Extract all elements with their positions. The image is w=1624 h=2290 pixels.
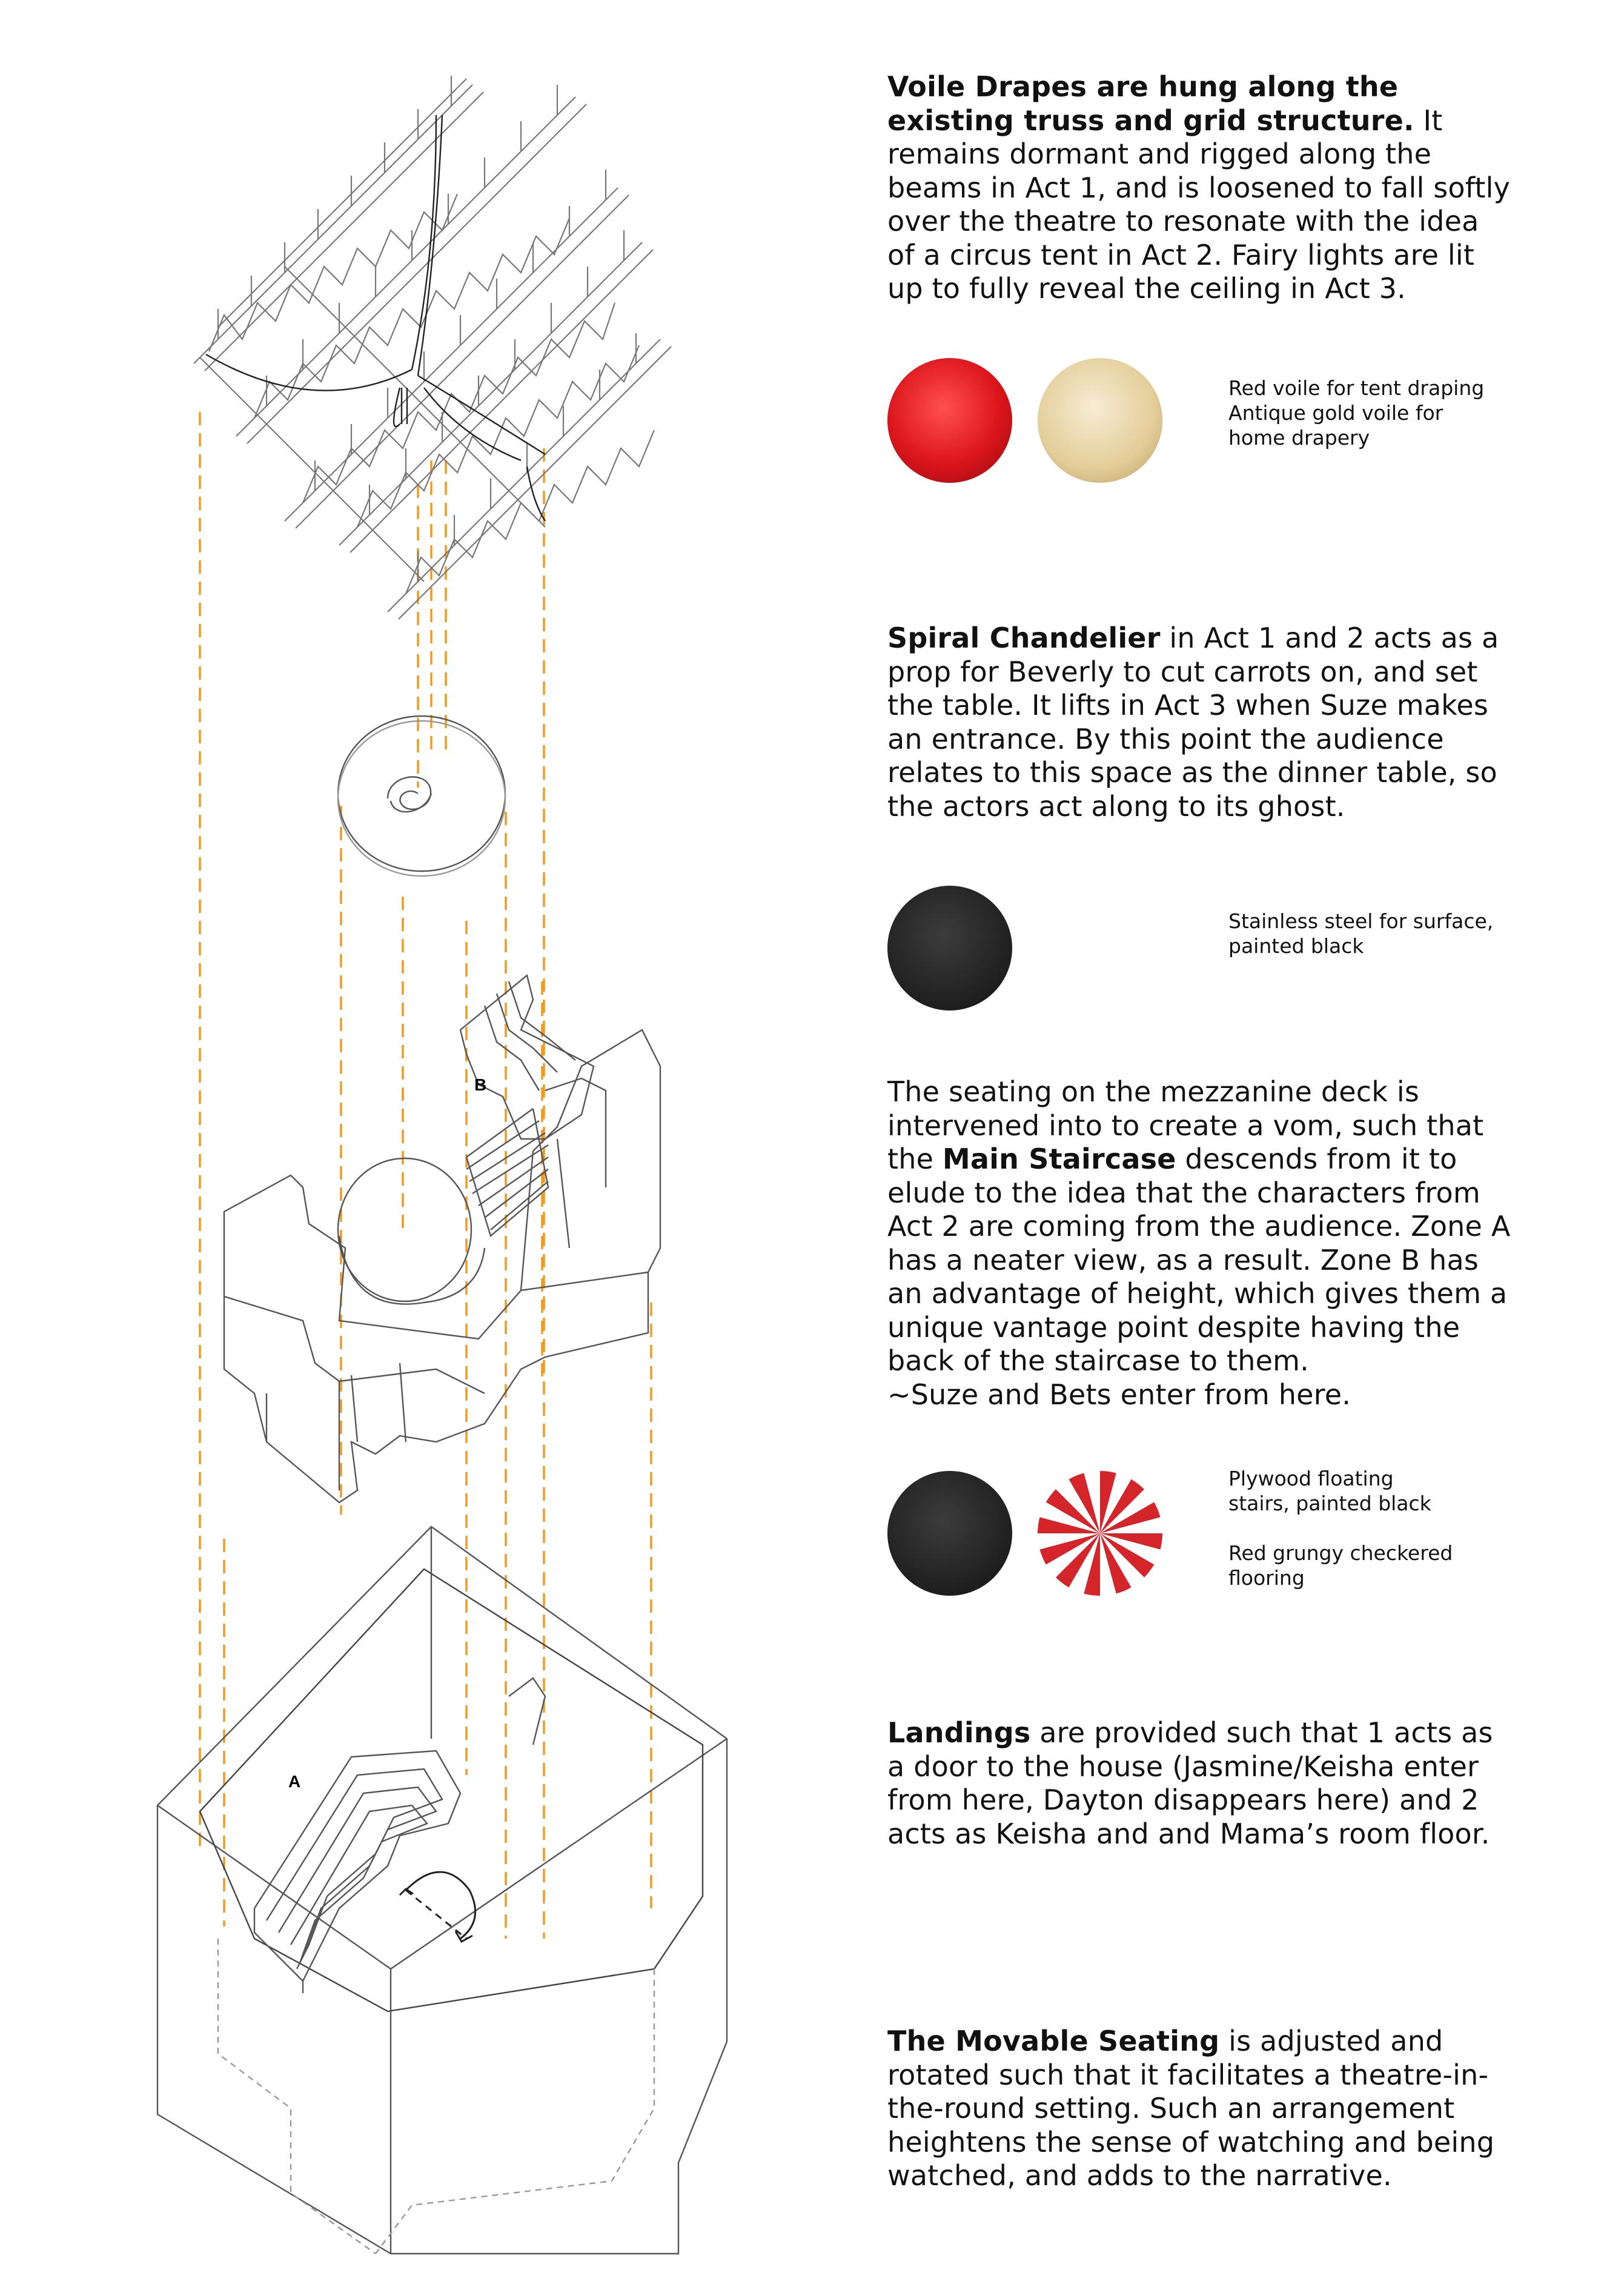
caption-line: flooring [1228, 1566, 1305, 1590]
staircase-note: ~Suze and Bets enter from here. [887, 1378, 1351, 1411]
caption-line: home drapery [1228, 426, 1370, 450]
caption-line [1228, 1516, 1543, 1541]
chandelier-body: in Act 1 and 2 acts as a prop for Beverly to cut carrots on, and set the table. It lifts in Act 3 when Suze makes an entrance. By this point the audience relates to this space as the dinner table, so the actors act along to its ghost. [887, 622, 1499, 823]
caption-line: Red voile for tent draping [1228, 376, 1485, 400]
chandelier-heading: Spiral Chandelier [887, 622, 1161, 654]
spiral-chandelier [338, 716, 505, 876]
rotation-arrow-icon [406, 1872, 476, 1939]
projection-guides [200, 412, 651, 1939]
red-voile-swatch-icon [887, 358, 1012, 483]
caption-line: painted black [1228, 934, 1364, 958]
gold-voile-swatch-icon [1038, 358, 1162, 483]
mezzanine-deck [224, 975, 660, 1502]
landings-body: are provided such that 1 acts as a door to the house (Jasmine/Keisha enter from here, Dayton disappears here) and 2 acts as Keisha and and Mama’s room floor. [887, 1716, 1493, 1850]
steel-swatch-icon [887, 886, 1012, 1011]
caption-line: Antique gold voile for [1228, 401, 1443, 425]
truss-grid-structure [194, 76, 671, 619]
staircase-caption [1228, 1466, 1543, 1590]
landings-heading: Landings [887, 1716, 1031, 1749]
seating-heading: The Movable Seating [887, 2025, 1220, 2057]
landings-paragraph [887, 1716, 1514, 1851]
caption-line: Plywood floating [1228, 1467, 1394, 1490]
checker-floor-swatch-icon [1038, 1471, 1162, 1596]
staircase-paragraph [887, 1075, 1514, 1412]
caption-line: Stainless steel for surface, [1228, 909, 1494, 933]
seating-body: is adjusted and rotated such that it facilitates a theatre-in-the-round setting. Such an arrangement heightens the sense of watching and being watched, and adds to the narrative. [887, 2025, 1495, 2192]
chandelier-caption [1228, 909, 1543, 958]
plywood-swatch-icon [887, 1471, 1012, 1596]
chandelier-paragraph [887, 622, 1514, 823]
zone-a-label: A [288, 1772, 301, 1791]
house-box [157, 1527, 727, 2254]
staircase-heading: Main Staircase [942, 1143, 1176, 1175]
caption-line: stairs, painted black [1228, 1492, 1431, 1515]
voile-body: It remains dormant and rigged along the beams in Act 1, and is loosened to fall softly over the theatre to resonate with the idea of a circus tent in Act 2. Fairy lights are lit up to fully reveal the ceiling in Act 3. [887, 104, 1511, 305]
voile-paragraph [887, 70, 1514, 306]
voile-caption [1228, 376, 1543, 450]
zone-b-label: B [474, 1075, 487, 1094]
staircase-intro: The seating on the mezzanine deck is intervened into to create a vom, such that the [887, 1075, 1484, 1175]
staircase-body: descends from it to elude to the idea that the characters from Act 2 are coming from the audience. Zone A has a neater view, as a result. Zone B has an advantage of height, which gives them a unique vantage point despite having the back of the staircase to them. [887, 1143, 1511, 1377]
caption-line: Red grungy checkered [1228, 1541, 1453, 1565]
voile-heading: Voile Drapes are hung along the existing truss and grid structure. [887, 70, 1414, 137]
seating-paragraph [887, 2025, 1514, 2193]
